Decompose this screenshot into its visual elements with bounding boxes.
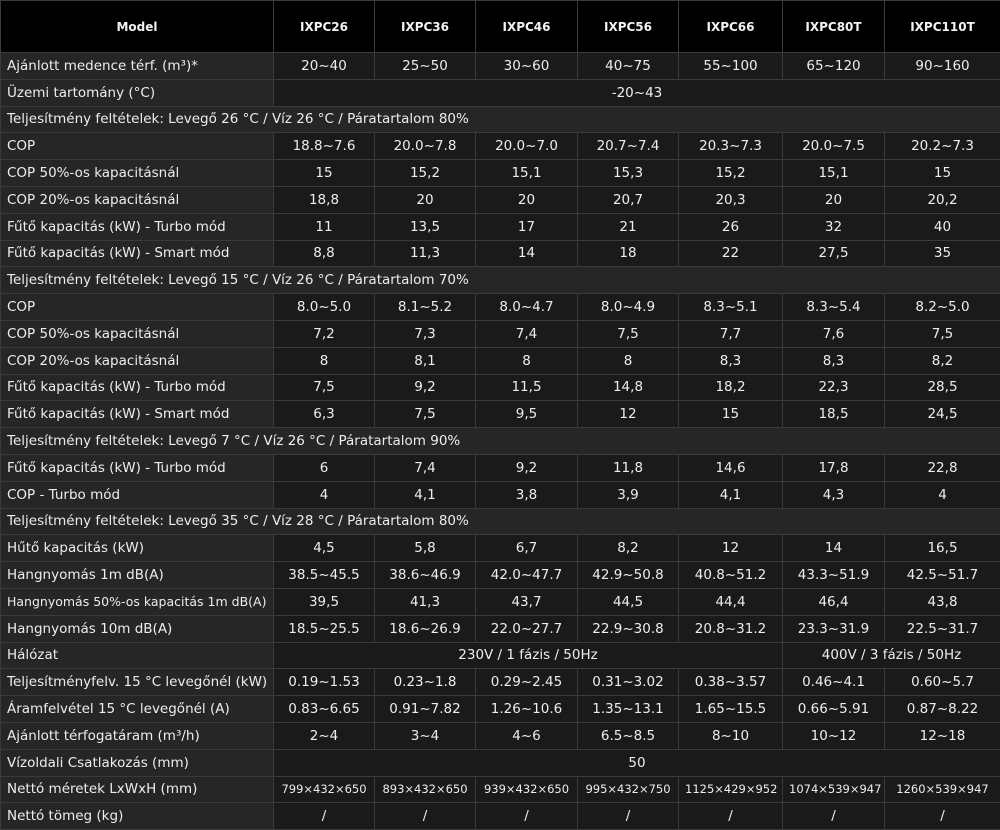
cell: 1125×429×952 [679,776,783,803]
cell: 7,4 [375,454,476,481]
cell: 4 [885,481,1000,508]
cell: 20 [476,186,578,213]
section-title: Teljesítmény feltételek: Levegő 26 °C / Víz 26 °C / Páratartalom 80% [1,106,1000,133]
cell: 21 [578,213,679,240]
cell: 38.6~46.9 [375,562,476,589]
table-row [1,401,1000,428]
cell: 18,8 [274,186,375,213]
cell: 41,3 [375,588,476,615]
row-label: Hangnyomás 10m dB(A) [1,615,274,642]
cell: 4,5 [274,535,375,562]
cell: 9,2 [476,454,578,481]
row-label: Fűtő kapacitás (kW) - Turbo mód [1,454,274,481]
cell: 0.31~3.02 [578,669,679,696]
cell: / [578,803,679,830]
row-label: Hangnyomás 50%-os kapacitás 1m dB(A) [1,588,274,615]
table-row [1,240,1000,267]
header-row [1,1,1000,53]
cell: 6,3 [274,401,375,428]
row-label: Ajánlott térfogatáram (m³/h) [1,722,274,749]
table-row [1,294,1000,321]
cell: 55~100 [679,53,783,80]
cell: 7,5 [885,320,1000,347]
cell: 12~18 [885,722,1000,749]
table-row [1,588,1000,615]
cell: 8.2~5.0 [885,294,1000,321]
cell: 14 [476,240,578,267]
table-row [1,749,1000,776]
row-label: COP - Turbo mód [1,481,274,508]
cell: 18,5 [783,401,885,428]
cell: 38.5~45.5 [274,562,375,589]
cell: 46,4 [783,588,885,615]
cell: 12 [578,401,679,428]
cell: 6.5~8.5 [578,722,679,749]
cell: 16,5 [885,535,1000,562]
cell: / [885,803,1000,830]
cell: 0.38~3.57 [679,669,783,696]
header-ixpc56: IXPC56 [578,1,679,53]
cell: 44,4 [679,588,783,615]
cell: 10~12 [783,722,885,749]
cell: 7,5 [274,374,375,401]
cell: 11,8 [578,454,679,481]
cell: 6 [274,454,375,481]
cell: 14 [783,535,885,562]
cell: 14,6 [679,454,783,481]
cell-merged: 50 [274,749,1000,776]
cell: 20.8~31.2 [679,615,783,642]
cell: 18.6~26.9 [375,615,476,642]
table-row [1,562,1000,589]
section-title: Teljesítmény feltételek: Levegő 7 °C / Víz 26 °C / Páratartalom 90% [1,428,1000,455]
cell: 22.0~27.7 [476,615,578,642]
cell: 18.8~7.6 [274,133,375,160]
cell: 0.91~7.82 [375,696,476,723]
table-row [1,160,1000,187]
cell: 0.83~6.65 [274,696,375,723]
table-row [1,213,1000,240]
cell: 20.2~7.3 [885,133,1000,160]
cell: 65~120 [783,53,885,80]
cell: 4~6 [476,722,578,749]
cell: 4,3 [783,481,885,508]
cell: 12 [679,535,783,562]
cell: 9,2 [375,374,476,401]
cell: 20.3~7.3 [679,133,783,160]
table-row [1,374,1000,401]
cell: 17,8 [783,454,885,481]
cell: 20,2 [885,186,1000,213]
cell: 20.0~7.0 [476,133,578,160]
cell: 42.5~51.7 [885,562,1000,589]
cell: 2~4 [274,722,375,749]
cell: 1.65~15.5 [679,696,783,723]
cell: 7,7 [679,320,783,347]
cell: 40~75 [578,53,679,80]
cell: 14,8 [578,374,679,401]
row-label: Fűtő kapacitás (kW) - Smart mód [1,240,274,267]
cell: 939×432×650 [476,776,578,803]
row-label: Hangnyomás 1m dB(A) [1,562,274,589]
header-ixpc46: IXPC46 [476,1,578,53]
cell: 0.66~5.91 [783,696,885,723]
cell: 43,7 [476,588,578,615]
header-ixpc110t: IXPC110T [885,1,1000,53]
cell: 20,7 [578,186,679,213]
cell: 7,4 [476,320,578,347]
cell: 26 [679,213,783,240]
section-row [1,428,1000,455]
cell: 24,5 [885,401,1000,428]
table-row [1,347,1000,374]
cell: 8 [274,347,375,374]
cell: / [274,803,375,830]
cell: 43.3~51.9 [783,562,885,589]
cell: 8,2 [578,535,679,562]
row-label: Nettó méretek LxWxH (mm) [1,776,274,803]
cell: 22,8 [885,454,1000,481]
cell: 1074×539×947 [783,776,885,803]
cell: 3,9 [578,481,679,508]
section-title: Teljesítmény feltételek: Levegő 35 °C / Víz 28 °C / Páratartalom 80% [1,508,1000,535]
cell: 0.87~8.22 [885,696,1000,723]
header-ixpc36: IXPC36 [375,1,476,53]
cell: 20 [375,186,476,213]
cell: 30~60 [476,53,578,80]
cell: 20.7~7.4 [578,133,679,160]
cell: / [783,803,885,830]
cell: 15,2 [679,160,783,187]
cell: 15 [885,160,1000,187]
cell: 17 [476,213,578,240]
cell: 7,6 [783,320,885,347]
cell: 7,5 [578,320,679,347]
cell: 22 [679,240,783,267]
table-row [1,642,1000,669]
cell: 40.8~51.2 [679,562,783,589]
row-label: Vízoldali Csatlakozás (mm) [1,749,274,776]
cell: 39,5 [274,588,375,615]
row-label: Ajánlott medence térf. (m³)* [1,53,274,80]
table-row [1,79,1000,106]
cell: 8~10 [679,722,783,749]
cell: 25~50 [375,53,476,80]
cell: 35 [885,240,1000,267]
cell: / [375,803,476,830]
table-row [1,186,1000,213]
row-label: Hűtő kapacitás (kW) [1,535,274,562]
cell: 8 [476,347,578,374]
cell-merged: -20~43 [274,79,1000,106]
cell: 20,3 [679,186,783,213]
cell: 9,5 [476,401,578,428]
cell: 11 [274,213,375,240]
cell: 18.5~25.5 [274,615,375,642]
table-row [1,776,1000,803]
table-row [1,696,1000,723]
section-row [1,508,1000,535]
cell: 20 [783,186,885,213]
cell: 0.60~5.7 [885,669,1000,696]
cell-merged: 400V / 3 fázis / 50Hz [783,642,1000,669]
header-ixpc26: IXPC26 [274,1,375,53]
cell: 11,5 [476,374,578,401]
cell: 23.3~31.9 [783,615,885,642]
cell: 22.5~31.7 [885,615,1000,642]
cell: 20.0~7.8 [375,133,476,160]
cell: 22,3 [783,374,885,401]
cell-merged: 230V / 1 fázis / 50Hz [274,642,783,669]
cell: / [679,803,783,830]
cell: 27,5 [783,240,885,267]
cell: 8.0~5.0 [274,294,375,321]
cell: 8.3~5.4 [783,294,885,321]
cell: 15,1 [783,160,885,187]
cell: 7,3 [375,320,476,347]
cell: 7,5 [375,401,476,428]
row-label: COP 50%-os kapacitásnál [1,320,274,347]
table-row [1,53,1000,80]
table-row [1,535,1000,562]
row-label: Nettó tömeg (kg) [1,803,274,830]
cell: 6,7 [476,535,578,562]
cell: 44,5 [578,588,679,615]
cell: 8,2 [885,347,1000,374]
table-row [1,669,1000,696]
cell: 15 [274,160,375,187]
row-label: Hálózat [1,642,274,669]
cell: 799×432×650 [274,776,375,803]
row-label: Fűtő kapacitás (kW) - Smart mód [1,401,274,428]
cell: 1.35~13.1 [578,696,679,723]
cell: 1.26~10.6 [476,696,578,723]
row-label: COP [1,294,274,321]
section-row [1,106,1000,133]
row-label: COP 20%-os kapacitásnál [1,186,274,213]
cell: 15,1 [476,160,578,187]
cell: 0.46~4.1 [783,669,885,696]
row-label: Áramfelvétel 15 °C levegőnél (A) [1,696,274,723]
row-label: Üzemi tartomány (°C) [1,79,274,106]
cell: 43,8 [885,588,1000,615]
cell: 15 [679,401,783,428]
table-row [1,133,1000,160]
row-label: Teljesítményfelv. 15 °C levegőnél (kW) [1,669,274,696]
cell: 4,1 [679,481,783,508]
section-title: Teljesítmény feltételek: Levegő 15 °C / Víz 26 °C / Páratartalom 70% [1,267,1000,294]
cell: 20.0~7.5 [783,133,885,160]
cell: 90~160 [885,53,1000,80]
cell: 42.0~47.7 [476,562,578,589]
row-label: COP [1,133,274,160]
cell: 8.0~4.9 [578,294,679,321]
cell: 15,3 [578,160,679,187]
cell: 15,2 [375,160,476,187]
cell: 22.9~30.8 [578,615,679,642]
cell: 0.19~1.53 [274,669,375,696]
cell: 18,2 [679,374,783,401]
cell: 8,1 [375,347,476,374]
cell: 8.1~5.2 [375,294,476,321]
cell: 8 [578,347,679,374]
header-ixpc66: IXPC66 [679,1,783,53]
cell: 40 [885,213,1000,240]
cell: 8,3 [679,347,783,374]
cell: 0.29~2.45 [476,669,578,696]
cell: 4,1 [375,481,476,508]
table-row [1,803,1000,830]
cell: 13,5 [375,213,476,240]
cell: 32 [783,213,885,240]
table-row [1,454,1000,481]
header-ixpc80t: IXPC80T [783,1,885,53]
table-row [1,615,1000,642]
table-row [1,481,1000,508]
cell: 0.23~1.8 [375,669,476,696]
cell: 18 [578,240,679,267]
cell: 3~4 [375,722,476,749]
row-label: COP 20%-os kapacitásnál [1,347,274,374]
table-row [1,320,1000,347]
cell: 28,5 [885,374,1000,401]
cell: 893×432×650 [375,776,476,803]
cell: 3,8 [476,481,578,508]
cell: 995×432×750 [578,776,679,803]
cell: 8,8 [274,240,375,267]
section-row [1,267,1000,294]
cell: / [476,803,578,830]
cell: 8,3 [783,347,885,374]
cell: 8.3~5.1 [679,294,783,321]
cell: 1260×539×947 [885,776,1000,803]
row-label: Fűtő kapacitás (kW) - Turbo mód [1,213,274,240]
table-row [1,722,1000,749]
cell: 5,8 [375,535,476,562]
cell: 11,3 [375,240,476,267]
cell: 42.9~50.8 [578,562,679,589]
cell: 4 [274,481,375,508]
row-label: Fűtő kapacitás (kW) - Turbo mód [1,374,274,401]
row-label: COP 50%-os kapacitásnál [1,160,274,187]
header-model: Model [1,1,274,53]
cell: 20~40 [274,53,375,80]
cell: 8.0~4.7 [476,294,578,321]
cell: 7,2 [274,320,375,347]
